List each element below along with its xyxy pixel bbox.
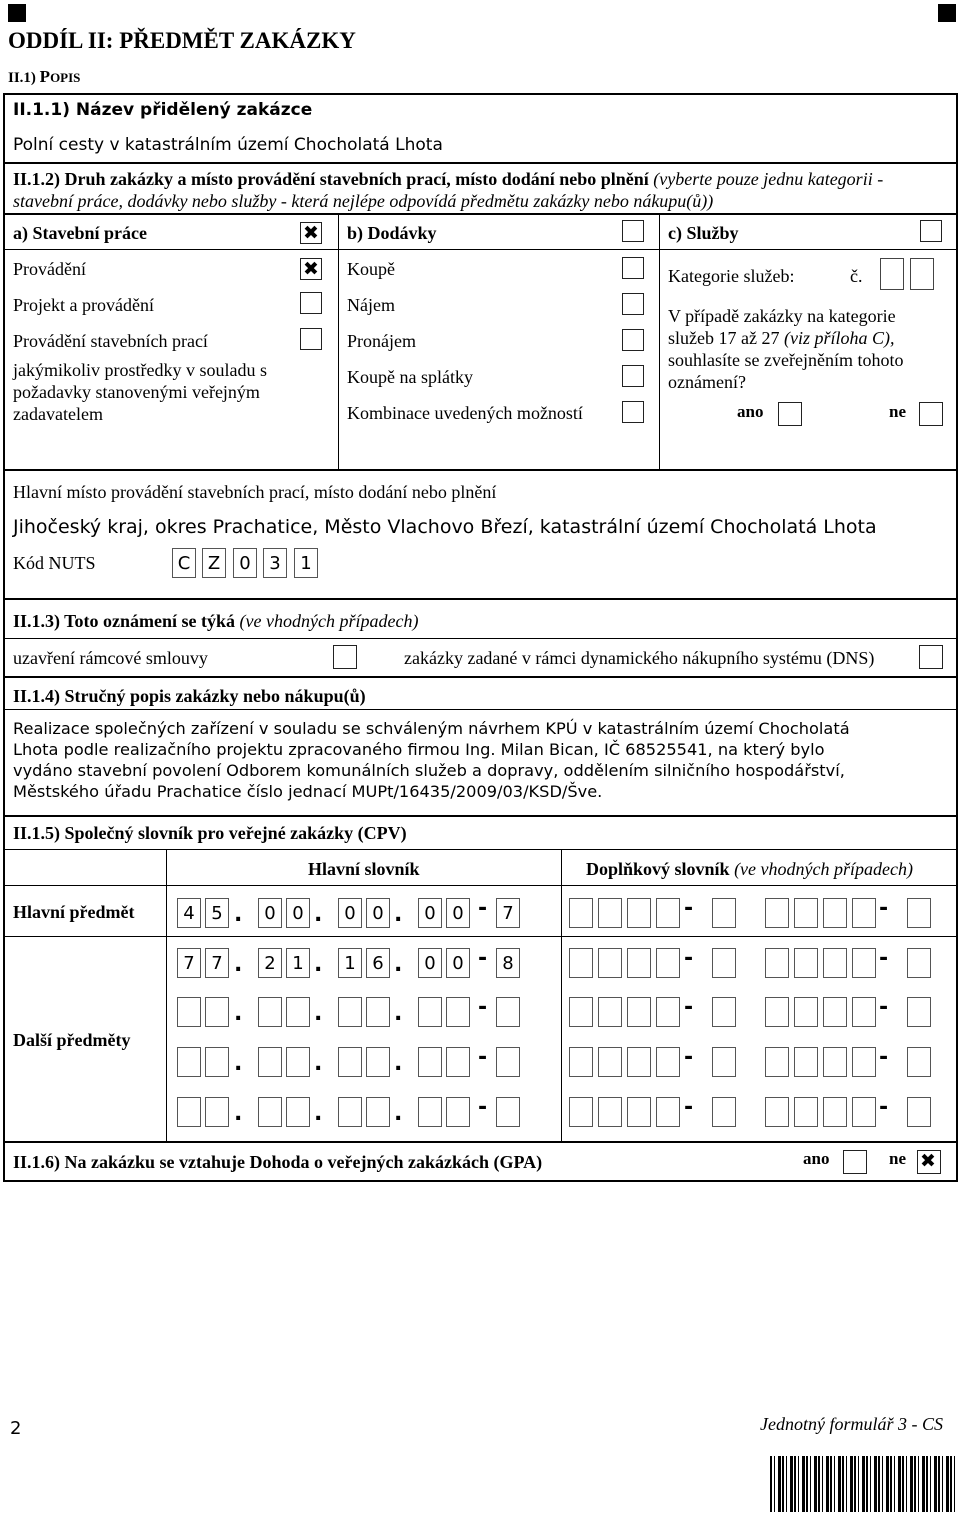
- works-item-construction: Provádění stavebních prací: [13, 331, 208, 351]
- description-heading: II.1.4) Stručný popis zakázky nebo nákupu(ů): [13, 686, 366, 706]
- description-text: [13, 718, 850, 802]
- cpv-supp-dash: -: [684, 1045, 694, 1070]
- cpv-supp-box[interactable]: [823, 997, 847, 1027]
- cpv-supp-box[interactable]: [852, 898, 876, 928]
- place-value: Jihočeský kraj, okres Prachatice, Město Vlachovo Březí, katastrální území Chocholatá Lhota: [13, 516, 877, 538]
- cpv-code-dot: .: [314, 1001, 323, 1026]
- services-no-label: ne: [889, 402, 906, 421]
- cpv-code-box[interactable]: [338, 1097, 362, 1127]
- col-divider-2: [659, 213, 660, 470]
- cpv-code-dot: .: [394, 1101, 403, 1126]
- cpv-supp-box[interactable]: [765, 898, 789, 928]
- place-label: Hlavní místo provádění stavebních prací, místo dodání nebo plnění: [13, 482, 497, 502]
- works-item-design-execution: Projekt a provádění: [13, 295, 154, 315]
- cpv-code-dot: .: [314, 1101, 323, 1126]
- services-question-line-1: V případě zakázky na kategorie: [668, 306, 896, 326]
- divider: [3, 815, 958, 817]
- cpv-code-dot: .: [234, 1101, 243, 1126]
- cpv-supp-box[interactable]: [765, 997, 789, 1027]
- cpv-code-digit: 6: [366, 948, 390, 978]
- cpv-supp-box[interactable]: [656, 1097, 680, 1127]
- cpv-supp-box[interactable]: [765, 1097, 789, 1127]
- cpv-supp-box[interactable]: [569, 898, 593, 928]
- cpv-supp-box[interactable]: [627, 997, 651, 1027]
- supplies-item-combination: Kombinace uvedených možností: [347, 403, 583, 423]
- cpv-code-box[interactable]: [446, 1047, 470, 1077]
- cpv-supp-vocab-italic: (ve vhodných případech): [734, 859, 913, 879]
- framework-checkbox[interactable]: [333, 645, 357, 669]
- cpv-supp-box[interactable]: [627, 1047, 651, 1077]
- gpa-heading: II.1.6) Na zakázku se vztahuje Dohoda o veřejných zakázkách (GPA): [13, 1152, 543, 1172]
- description-line: vydáno stavební povolení Odborem komunálních služeb a dopravy, oddělením silničního hospodářství,: [13, 761, 845, 780]
- cpv-col-divider-1: [166, 849, 167, 1141]
- supplies-item-lease: Nájem: [347, 295, 395, 315]
- cpv-supp-box[interactable]: [794, 997, 818, 1027]
- services-no-checkbox[interactable]: [919, 402, 943, 426]
- cpv-code-box[interactable]: [177, 1047, 201, 1077]
- services-category-box-2[interactable]: [910, 258, 934, 290]
- supplies-title: b) Dodávky: [347, 223, 437, 243]
- supplies-item-rental: Pronájem: [347, 331, 416, 351]
- cpv-supp-box[interactable]: [656, 1047, 680, 1077]
- cpv-main-object-label: Hlavní předmět: [13, 902, 135, 922]
- supplies-lease-checkbox[interactable]: [622, 293, 644, 315]
- works-long-line-3: zadavatelem: [13, 404, 103, 424]
- cpv-supp-box[interactable]: [907, 1097, 931, 1127]
- cpv-code-digit: 0: [418, 898, 442, 928]
- services-question-line-2-italic: (viz příloha C),: [783, 328, 895, 348]
- description-line: Městského úřadu Prachatice číslo jednací MUPt/16435/2009/03/KSD/Šve.: [13, 782, 603, 801]
- divider: [3, 469, 958, 471]
- gpa-yes-checkbox[interactable]: [843, 1150, 867, 1174]
- cpv-code-dash: -: [478, 946, 488, 971]
- name-heading: II.1.1) Název přidělený zakázce: [13, 100, 313, 120]
- cpv-code-dot: .: [234, 1001, 243, 1026]
- services-number-label: č.: [850, 266, 863, 286]
- gpa-no-label: ne: [889, 1149, 906, 1168]
- divider: [3, 709, 958, 710]
- works-long-line-2: požadavky stanovenými veřejným: [13, 382, 260, 402]
- cpv-code-digit: 0: [286, 898, 310, 928]
- cpv-code-dot: .: [394, 1001, 403, 1026]
- cpv-code-box[interactable]: [338, 997, 362, 1027]
- services-yes-checkbox[interactable]: [778, 402, 802, 426]
- cpv-supp-dash: -: [879, 995, 889, 1020]
- cpv-code-box[interactable]: [338, 1047, 362, 1077]
- cpv-code-dot: .: [314, 952, 323, 977]
- cpv-supp-box[interactable]: [712, 997, 736, 1027]
- cpv-supp-vocab: [586, 859, 913, 880]
- cpv-supp-box[interactable]: [907, 997, 931, 1027]
- cpv-code-box[interactable]: [366, 997, 390, 1027]
- cpv-supp-dash: -: [684, 995, 694, 1020]
- works-title: a) Stavební práce: [13, 223, 147, 243]
- supplies-checkbox[interactable]: [622, 220, 644, 242]
- divider: [3, 1141, 958, 1143]
- nuts-digit: C: [172, 548, 196, 578]
- cpv-code-digit: 8: [496, 948, 520, 978]
- framework-label: uzavření rámcové smlouvy: [13, 648, 208, 668]
- notice-heading: [13, 611, 418, 632]
- gpa-no-checkbox[interactable]: [917, 1150, 941, 1174]
- supplies-combination-checkbox[interactable]: [622, 401, 644, 423]
- cpv-code-digit: 0: [366, 898, 390, 928]
- cpv-supp-box[interactable]: [852, 948, 876, 978]
- cpv-code-box[interactable]: [418, 1047, 442, 1077]
- supplies-rental-checkbox[interactable]: [622, 329, 644, 351]
- barcode: [770, 1456, 956, 1512]
- divider: [3, 213, 958, 215]
- subtitle-prefix: II.1): [8, 70, 40, 86]
- divider: [3, 249, 958, 250]
- cpv-code-dot: .: [314, 1051, 323, 1076]
- cpv-supp-box[interactable]: [823, 898, 847, 928]
- cpv-heading: II.1.5) Společný slovník pro veřejné zakázky (CPV): [13, 823, 407, 843]
- cpv-supp-box[interactable]: [823, 948, 847, 978]
- cpv-supp-box[interactable]: [823, 1047, 847, 1077]
- cpv-code-dot: .: [394, 1051, 403, 1076]
- cpv-supp-box[interactable]: [907, 948, 931, 978]
- nuts-digit: 0: [233, 548, 257, 578]
- notice-heading-bold: II.1.3) Toto oznámení se týká: [13, 611, 236, 631]
- cpv-code-box[interactable]: [286, 997, 310, 1027]
- dns-checkbox[interactable]: [919, 645, 943, 669]
- cpv-supp-box[interactable]: [907, 898, 931, 928]
- cpv-supp-box[interactable]: [569, 997, 593, 1027]
- nuts-digit: Z: [202, 548, 226, 578]
- divider: [3, 849, 958, 850]
- supplies-item-hire-purchase: Koupě na splátky: [347, 367, 473, 387]
- cpv-code-box[interactable]: [177, 1097, 201, 1127]
- cpv-supp-box[interactable]: [627, 948, 651, 978]
- type-heading-bold: II.1.2) Druh zakázky a místo provádění stavebních prací, místo dodání nebo plnění: [13, 169, 649, 189]
- cpv-supp-box[interactable]: [598, 948, 622, 978]
- cpv-supp-box[interactable]: [852, 997, 876, 1027]
- cpv-code-digit: 0: [446, 948, 470, 978]
- divider: [3, 162, 958, 164]
- works-long-line-1: jakýmikoliv prostředky v souladu s: [13, 360, 267, 380]
- cpv-code-digit: 2: [258, 948, 282, 978]
- frame-top: [3, 93, 958, 95]
- works-item-long: [13, 359, 267, 425]
- cpv-code-digit: 0: [258, 898, 282, 928]
- cpv-code-dot: .: [394, 902, 403, 927]
- divider: [3, 676, 958, 678]
- cpv-supp-box[interactable]: [712, 898, 736, 928]
- cpv-supp-box[interactable]: [794, 1097, 818, 1127]
- frame-bottom: [3, 1180, 958, 1182]
- subtitle-big-letter: P: [39, 67, 51, 86]
- services-question-line-4: oznámení?: [668, 372, 746, 392]
- cpv-main-vocab: Hlavní slovník: [308, 859, 420, 879]
- cpv-code-box[interactable]: [205, 1097, 229, 1127]
- divider: [3, 885, 958, 886]
- works-item-execution: Provádění: [13, 259, 86, 279]
- cpv-supp-box[interactable]: [598, 898, 622, 928]
- cpv-code-box[interactable]: [496, 1047, 520, 1077]
- divider: [3, 598, 958, 600]
- cpv-code-box[interactable]: [446, 997, 470, 1027]
- cpv-col-divider-2: [561, 849, 562, 1141]
- description-line: Lhota podle realizačního projektu zpracovaného firmou Ing. Milan Bican, IČ 68525541, na který bylo: [13, 740, 825, 759]
- type-heading-italic-2: stavební práce, dodávky nebo služby - která nejlépe odpovídá předmětu zakázky nebo nákupu(ů)): [13, 191, 714, 211]
- cpv-code-digit: 0: [418, 948, 442, 978]
- notice-heading-italic: (ve vhodných případech): [239, 611, 419, 631]
- cpv-supp-box[interactable]: [712, 1047, 736, 1077]
- cpv-code-dash: -: [478, 896, 488, 921]
- section-subtitle: [8, 67, 80, 87]
- subtitle-rest: OPIS: [50, 70, 81, 85]
- cpv-supp-box[interactable]: [627, 1097, 651, 1127]
- cpv-code-dot: .: [234, 902, 243, 927]
- gpa-yes-label: ano: [803, 1149, 830, 1168]
- cpv-code-digit: 0: [446, 898, 470, 928]
- works-checkbox[interactable]: [300, 222, 322, 244]
- cpv-supp-dash: -: [879, 946, 889, 971]
- cpv-supp-box[interactable]: [907, 1047, 931, 1077]
- nuts-label: Kód NUTS: [13, 553, 96, 573]
- cpv-other-objects-label: Další předměty: [13, 1030, 131, 1050]
- cpv-code-box[interactable]: [366, 1097, 390, 1127]
- cpv-code-dot: .: [394, 952, 403, 977]
- cpv-code-box[interactable]: [258, 1047, 282, 1077]
- cpv-code-box[interactable]: [258, 997, 282, 1027]
- cpv-code-box[interactable]: [205, 1047, 229, 1077]
- cpv-code-box[interactable]: [418, 1097, 442, 1127]
- cpv-supp-box[interactable]: [598, 997, 622, 1027]
- cpv-code-dash: -: [478, 995, 488, 1020]
- section-title: ODDÍL II: PŘEDMĚT ZAKÁZKY: [8, 28, 356, 53]
- description-line: Realizace společných zařízení v souladu se schváleným návrhem KPÚ v katastrálním území Chocholatá: [13, 719, 850, 738]
- cpv-supp-box[interactable]: [712, 948, 736, 978]
- services-checkbox[interactable]: [920, 220, 942, 242]
- cpv-supp-box[interactable]: [794, 948, 818, 978]
- cpv-code-digit: 1: [338, 948, 362, 978]
- works-execution-checkbox[interactable]: [300, 258, 322, 280]
- cpv-code-dot: .: [314, 902, 323, 927]
- services-question-line-2: služeb 17 až 27: [668, 328, 780, 348]
- cpv-code-dot: .: [234, 952, 243, 977]
- cpv-code-digit: 7: [205, 948, 229, 978]
- cpv-code-box[interactable]: [205, 997, 229, 1027]
- services-question-line-3: souhlasíte se zveřejněním tohoto: [668, 350, 904, 370]
- cpv-supp-box[interactable]: [569, 1047, 593, 1077]
- divider: [3, 936, 958, 937]
- cpv-code-box[interactable]: [366, 1047, 390, 1077]
- cpv-supp-box[interactable]: [765, 948, 789, 978]
- cpv-supp-box[interactable]: [656, 898, 680, 928]
- corner-marker-right: [938, 4, 956, 22]
- cpv-code-box[interactable]: [446, 1097, 470, 1127]
- services-category-box-1[interactable]: [880, 258, 904, 290]
- cpv-supp-box[interactable]: [852, 1097, 876, 1127]
- col-divider-1: [338, 213, 339, 470]
- cpv-supp-dash: -: [684, 1095, 694, 1120]
- cpv-supp-box[interactable]: [852, 1047, 876, 1077]
- cpv-code-dot: .: [234, 1051, 243, 1076]
- cpv-code-digit: 0: [338, 898, 362, 928]
- cpv-supp-dash: -: [879, 1095, 889, 1120]
- dns-label: zakázky zadané v rámci dynamického nákupního systému (DNS): [404, 648, 875, 668]
- cpv-code-digit: 7: [177, 948, 201, 978]
- cpv-supp-box[interactable]: [598, 1047, 622, 1077]
- cpv-supp-box[interactable]: [765, 1047, 789, 1077]
- supplies-purchase-checkbox[interactable]: [622, 257, 644, 279]
- nuts-digit: 1: [294, 548, 318, 578]
- services-title: c) Služby: [668, 223, 739, 243]
- cpv-supp-box[interactable]: [712, 1097, 736, 1127]
- cpv-supp-box[interactable]: [794, 898, 818, 928]
- cpv-supp-box[interactable]: [569, 948, 593, 978]
- works-design-execution-checkbox[interactable]: [300, 292, 322, 314]
- cpv-supp-box[interactable]: [627, 898, 651, 928]
- services-category-label: Kategorie služeb:: [668, 266, 795, 286]
- cpv-code-box[interactable]: [496, 1097, 520, 1127]
- cpv-code-box[interactable]: [286, 1047, 310, 1077]
- cpv-code-box[interactable]: [496, 997, 520, 1027]
- supplies-hire-purchase-checkbox[interactable]: [622, 365, 644, 387]
- nuts-digit: 3: [263, 548, 287, 578]
- form-name: Jednotný formulář 3 - CS: [760, 1414, 943, 1434]
- cpv-code-digit: 1: [286, 948, 310, 978]
- type-heading: [13, 168, 958, 212]
- cpv-code-box[interactable]: [286, 1097, 310, 1127]
- cpv-supp-box[interactable]: [656, 997, 680, 1027]
- cpv-supp-dash: -: [684, 896, 694, 921]
- cpv-supp-dash: -: [684, 946, 694, 971]
- services-yes-label: ano: [737, 402, 764, 421]
- cpv-supp-dash: -: [879, 896, 889, 921]
- cpv-supp-dash: -: [879, 1045, 889, 1070]
- cpv-code-digit: 5: [205, 898, 229, 928]
- cpv-supp-box[interactable]: [598, 1097, 622, 1127]
- type-heading-italic-1: (vyberte pouze jednu kategorii -: [653, 169, 884, 189]
- services-question: [668, 305, 903, 393]
- cpv-supp-box[interactable]: [794, 1047, 818, 1077]
- cpv-code-box[interactable]: [258, 1097, 282, 1127]
- cpv-code-dash: -: [478, 1095, 488, 1120]
- corner-marker-left: [8, 4, 26, 22]
- cpv-code-box[interactable]: [418, 997, 442, 1027]
- name-value: Polní cesty v katastrálním území Chocholatá Lhota: [13, 135, 443, 155]
- page-number: 2: [10, 1418, 22, 1439]
- works-construction-checkbox[interactable]: [300, 328, 322, 350]
- cpv-code-digit: 4: [177, 898, 201, 928]
- cpv-supp-vocab-bold: Doplňkový slovník: [586, 859, 730, 879]
- cpv-supp-box[interactable]: [656, 948, 680, 978]
- cpv-code-dash: -: [478, 1045, 488, 1070]
- cpv-code-box[interactable]: [177, 997, 201, 1027]
- divider: [3, 638, 958, 639]
- cpv-code-digit: 7: [496, 898, 520, 928]
- cpv-supp-box[interactable]: [823, 1097, 847, 1127]
- cpv-supp-box[interactable]: [569, 1097, 593, 1127]
- supplies-item-purchase: Koupě: [347, 259, 395, 279]
